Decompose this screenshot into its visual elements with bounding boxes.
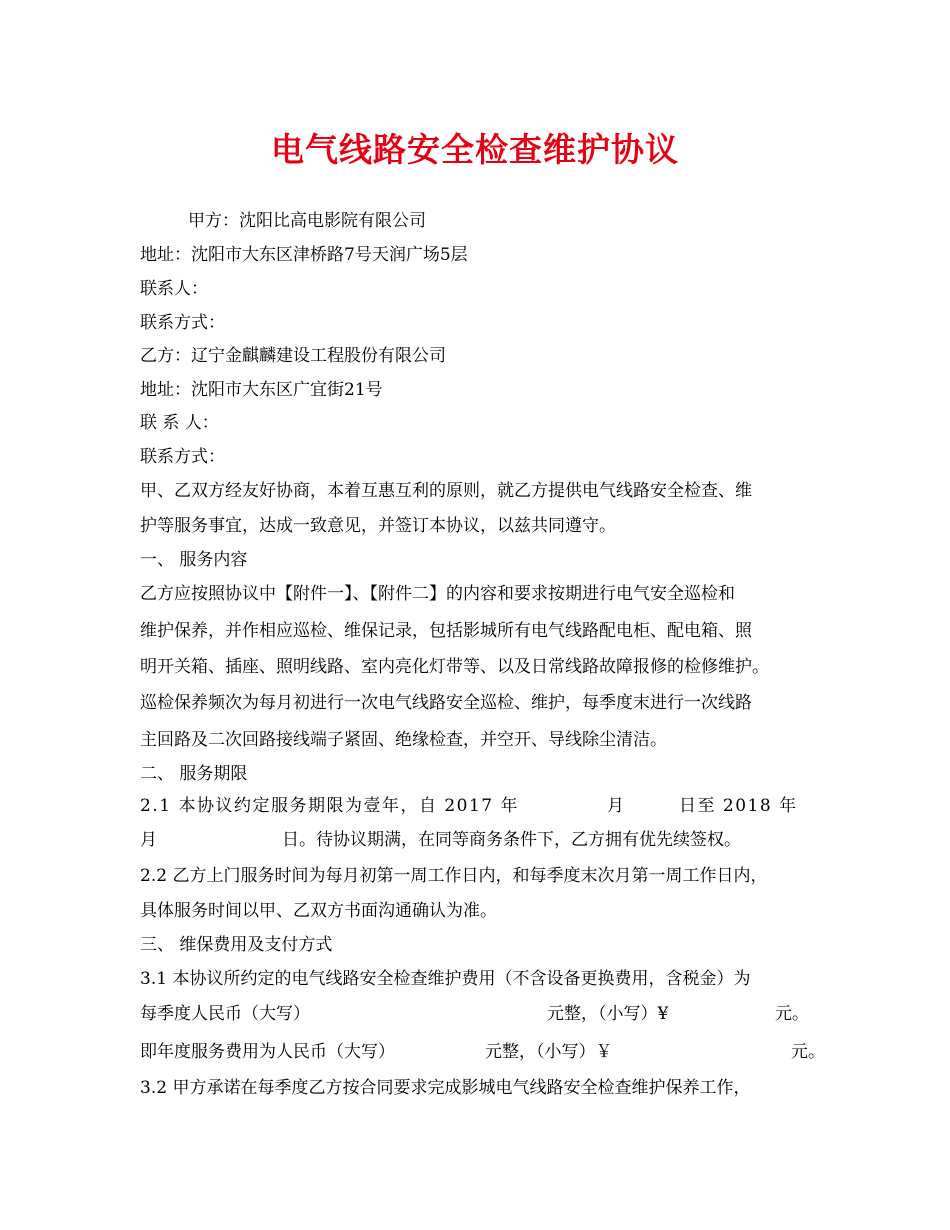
preamble-line: 护等服务事宜，达成一致意见，并签订本协议，以兹共同遵守。	[140, 516, 616, 536]
party-a-address: 地址：沈阳市大东区津桥路7号天润广场5层	[140, 245, 468, 265]
party-a-contact-method: 联系方式：	[140, 313, 225, 333]
party-b-contact-person: 联 系 人：	[140, 413, 219, 433]
section-2-heading: 二、 服务期限	[140, 764, 248, 784]
clause-2-1-part3: 日至 2018 年	[679, 796, 798, 816]
party-a-name: 甲方：沈阳比高电影院有限公司	[188, 211, 426, 231]
clause-3-1-quarterly-amount-label: 元整，（小写）¥	[547, 1004, 669, 1024]
section-3-heading: 三、 维保费用及支付方式	[140, 935, 333, 955]
clause-2-1-part5: 日。待协议期满，在同等商务条件下，乙方拥有优先续签权。	[282, 830, 741, 850]
party-b-address: 地址：沈阳市大东区广宜街21号	[140, 380, 383, 400]
clause-3-1-line: 3.1 本协议所约定的电气线路安全检查维护费用（不含设备更换费用，含税金）为	[140, 969, 751, 989]
clause-2-1-month-label: 月	[607, 796, 624, 816]
preamble-line: 甲、乙双方经友好协商，本着互惠互利的原则，就乙方提供电气线路安全检查、维	[140, 481, 752, 501]
clause-2-1-month-label: 月	[140, 830, 157, 850]
clause-3-2-line: 3.2 甲方承诺在每季度乙方按合同要求完成影城电气线路安全检查维护保养工作，	[140, 1078, 751, 1098]
party-b-name: 乙方：辽宁金麒麟建设工程股份有限公司	[140, 346, 446, 366]
section-1-line: 巡检保养频次为每月初进行一次电气线路安全巡检、维护，每季度末进行一次线路	[140, 693, 752, 713]
clause-2-1-part1: 2.1 本协议约定服务期限为壹年，自 2017 年	[140, 796, 520, 816]
clause-3-1-annual-unit: 元。	[791, 1042, 825, 1062]
section-1-heading: 一、 服务内容	[140, 550, 248, 570]
section-1-line: 乙方应按照协议中【附件一】、【附件二】的内容和要求按期进行电气安全巡检和	[140, 584, 735, 604]
party-a-contact-person: 联系人：	[140, 279, 208, 299]
clause-3-1-quarterly-label: 每季度人民币（大写）	[140, 1004, 310, 1024]
document-title: 电气线路安全检查维护协议	[271, 130, 679, 169]
party-b-contact-method: 联系方式：	[140, 447, 225, 467]
clause-3-1-annual-amount-label: 元整，（小写）￥	[485, 1042, 613, 1062]
section-1-line: 主回路及二次回路接线端子紧固、绝缘检查，并空开、导线除尘清洁。	[140, 730, 667, 750]
clause-3-1-annual-label: 即年度服务费用为人民币（大写）	[140, 1042, 395, 1062]
section-1-line: 明开关箱、插座、照明线路、室内亮化灯带等、以及日常线路故障报修的检修维护。	[140, 657, 769, 677]
section-1-line: 维护保养，并作相应巡检、维保记录，包括影城所有电气线路配电柜、配电箱、照	[140, 621, 752, 641]
clause-2-2-line: 2.2 乙方上门服务时间为每月初第一周工作日内，和每季度末次月第一周工作日内，	[140, 866, 768, 886]
clause-3-1-quarterly-unit: 元。	[775, 1004, 809, 1024]
clause-2-2-line: 具体服务时间以甲、乙双方书面沟通确认为准。	[140, 901, 497, 921]
